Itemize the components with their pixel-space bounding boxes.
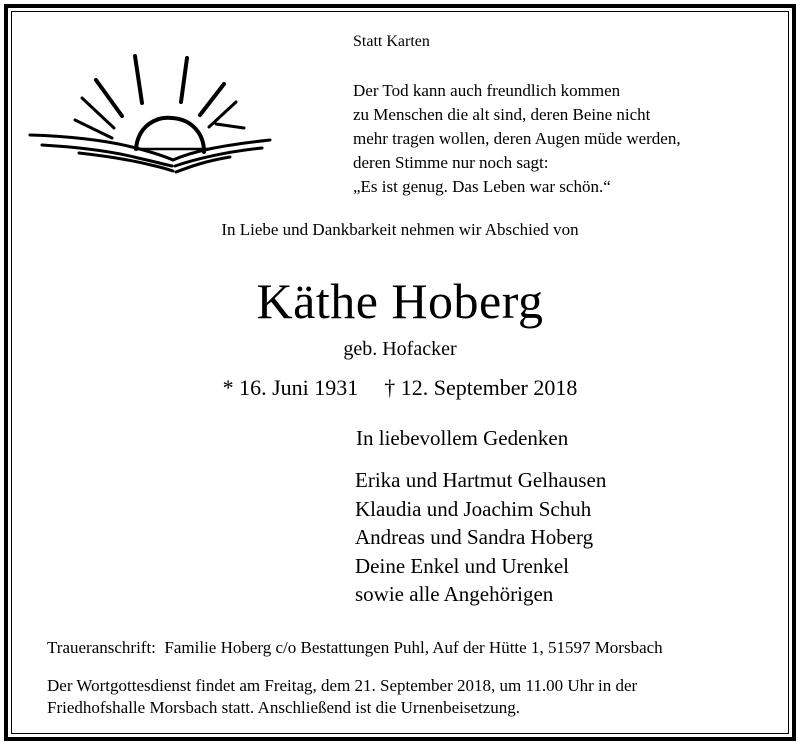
mourner-name: sowie alle Angehörigen: [355, 582, 554, 606]
maiden-name: geb. Hofacker: [343, 338, 457, 360]
mourner-name: Andreas und Sandra Hoberg: [355, 525, 594, 549]
poem-line: zu Menschen die alt sind, deren Beine nicht: [353, 105, 651, 124]
memory-heading: In liebevollem Gedenken: [356, 426, 569, 450]
sunrise-icon: [26, 48, 276, 178]
service-line: Friedhofshalle Morsbach statt. Anschließend ist die Urnenbeisetzung.: [47, 698, 521, 717]
mourner-name: Erika und Hartmut Gelhausen: [355, 468, 607, 492]
intro-text: In Liebe und Dankbarkeit nehmen wir Abschied von: [221, 220, 579, 239]
service-line: Der Wortgottesdienst findet am Freitag, dem 21. September 2018, um 11.00 Uhr in der: [47, 676, 638, 695]
poem-line: Der Tod kann auch freundlich kommen: [353, 81, 621, 100]
statt-karten-label: Statt Karten: [353, 33, 430, 50]
mourning-address: Traueranschrift: Familie Hoberg c/o Bestattungen Puhl, Auf der Hütte 1, 51597 Morsbach: [47, 638, 663, 657]
poem-line: „Es ist genug. Das Leben war schön.“: [353, 177, 611, 196]
poem-line: mehr tragen wollen, deren Augen müde werden,: [353, 129, 681, 148]
poem: [353, 79, 681, 199]
mourners-list: [355, 466, 606, 609]
birth-date: * 16. Juni 1931: [222, 375, 359, 400]
death-date: † 12. September 2018: [384, 375, 578, 400]
mourner-name: Deine Enkel und Urenkel: [355, 553, 570, 578]
life-dates: [0, 377, 800, 399]
deceased-name: Käthe Hoberg: [256, 273, 544, 329]
poem-line: deren Stimme nur noch sagt:: [353, 153, 549, 172]
service-info: [47, 675, 637, 719]
mourner-name: Klaudia und Joachim Schuh: [355, 496, 592, 521]
